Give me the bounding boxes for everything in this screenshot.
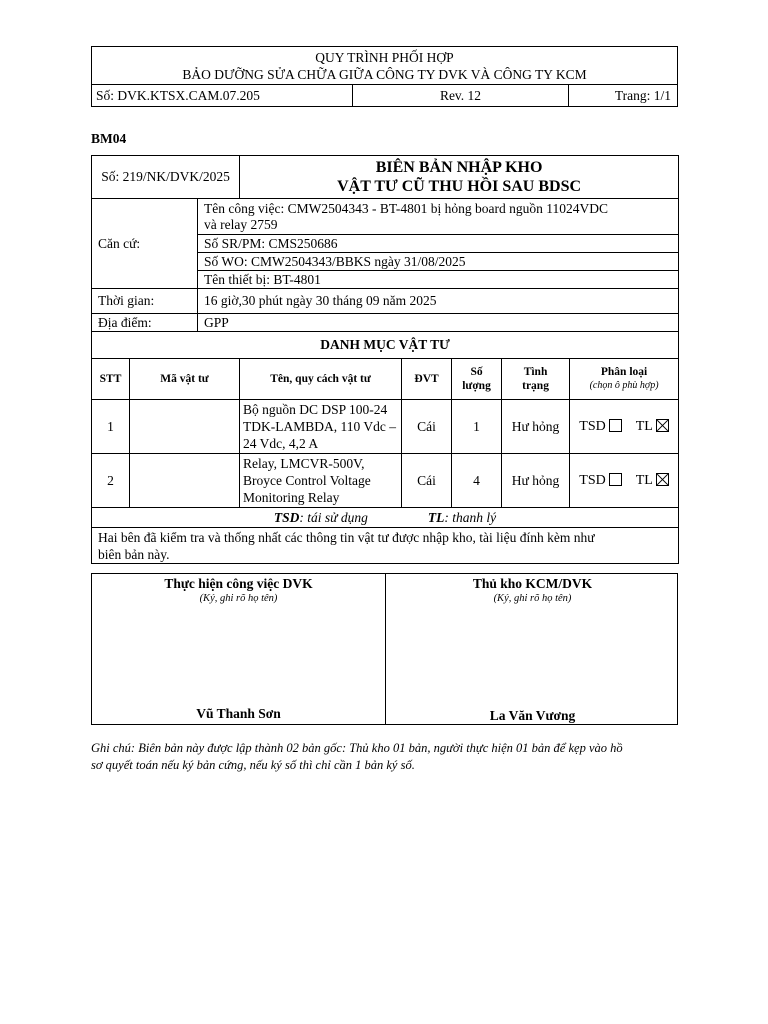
item-name-line3: 24 Vdc, 4,2 A bbox=[243, 436, 319, 451]
item-name-line3: Monitoring Relay bbox=[243, 490, 340, 505]
item-stt: 1 bbox=[92, 400, 130, 454]
record-title-line1: BIÊN BẢN NHẬP KHO bbox=[375, 159, 543, 176]
basis-job-line2: và relay 2759 bbox=[204, 216, 278, 232]
item-name-line1: Bộ nguồn DC DSP 100-24 bbox=[243, 402, 388, 417]
record-number: Số: 219/NK/DVK/2025 bbox=[92, 156, 240, 199]
record-title bbox=[240, 156, 679, 199]
tsd-label: TSD bbox=[579, 418, 606, 434]
page-number: Trang: 1/1 bbox=[569, 85, 678, 107]
footnote-line2: sơ quyết toán nếu ký bản cứng, nếu ký số thì chỉ cần 1 bản ký số. bbox=[91, 758, 415, 772]
left-signer-title: Thực hiện công việc DVK bbox=[164, 576, 313, 591]
item-name-line2: TDK-LAMBDA, 110 Vdc – bbox=[243, 419, 397, 434]
header-title-line1: QUY TRÌNH PHỐI HỢP bbox=[315, 50, 454, 65]
item-name-line2: Broyce Control Voltage bbox=[243, 473, 371, 488]
item-unit: Cái bbox=[402, 454, 452, 508]
col-header-code: Mã vật tư bbox=[130, 359, 240, 400]
col-header-qty bbox=[452, 359, 502, 400]
place-label: Địa điểm: bbox=[92, 314, 198, 332]
col-header-class-line1: Phân loại bbox=[600, 366, 648, 378]
legend-tl-abbr: TL bbox=[427, 509, 445, 525]
col-header-name: Tên, quy cách vật tư bbox=[240, 359, 402, 400]
signature-block bbox=[91, 573, 678, 725]
tl-checkbox[interactable] bbox=[656, 473, 669, 486]
left-signer-sub: (Ký, ghi rõ họ tên) bbox=[199, 593, 278, 604]
header-title-cell bbox=[92, 47, 678, 85]
col-header-stt: STT bbox=[92, 359, 130, 400]
item-classification bbox=[570, 400, 679, 454]
legend-tsd-text: : tái sử dụng bbox=[299, 509, 368, 525]
list-title: DANH MỤC VẬT TƯ bbox=[92, 332, 679, 359]
right-signer-title: Thủ kho KCM/DVK bbox=[472, 576, 593, 591]
col-header-status-line2: trạng bbox=[522, 380, 549, 392]
doc-number: Số: DVK.KTSX.CAM.07.205 bbox=[92, 85, 353, 107]
col-header-class bbox=[570, 359, 679, 400]
item-code bbox=[130, 454, 240, 508]
tsd-label: TSD bbox=[579, 472, 606, 488]
tsd-checkbox[interactable] bbox=[609, 473, 622, 486]
item-qty: 4 bbox=[452, 454, 502, 508]
receipt-form-table bbox=[91, 155, 679, 564]
agreement-text bbox=[92, 528, 679, 564]
right-signer-name: La Văn Vương bbox=[489, 708, 576, 723]
item-name-line1: Relay, LMCVR-500V, bbox=[243, 456, 365, 471]
left-signer-name: Vũ Thanh Sơn bbox=[196, 706, 281, 721]
agreement-line2: biên bản này. bbox=[98, 546, 170, 562]
item-qty: 1 bbox=[452, 400, 502, 454]
tsd-checkbox[interactable] bbox=[609, 419, 622, 432]
tl-checkbox[interactable] bbox=[656, 419, 669, 432]
time-label: Thời gian: bbox=[92, 289, 198, 314]
item-code bbox=[130, 400, 240, 454]
basis-wo: Số WO: CMW2504343/BBKS ngày 31/08/2025 bbox=[198, 253, 679, 271]
legend-tl-text: : thanh lý bbox=[444, 509, 497, 525]
basis-sr: Số SR/PM: CMS250686 bbox=[198, 235, 679, 253]
place-value: GPP bbox=[198, 314, 679, 332]
item-status: Hư hỏng bbox=[502, 454, 570, 508]
basis-job bbox=[198, 199, 679, 235]
revision: Rev. 12 bbox=[353, 85, 569, 107]
header-title-line2: BẢO DƯỠNG SỬA CHỮA GIỮA CÔNG TY DVK VÀ CÔNG TY KCM bbox=[182, 67, 587, 82]
signature-right bbox=[386, 574, 679, 724]
signature-left bbox=[92, 574, 385, 724]
tl-label: TL bbox=[635, 418, 653, 434]
basis-job-line1: Tên công việc: CMW2504343 - BT-4801 bị hỏng board nguồn 11024VDC bbox=[204, 200, 608, 216]
col-header-status-line1: Tình bbox=[523, 366, 548, 378]
right-signer-sub: (Ký, ghi rõ họ tên) bbox=[493, 593, 572, 604]
item-stt: 2 bbox=[92, 454, 130, 508]
item-name bbox=[240, 454, 402, 508]
col-header-qty-line1: Số bbox=[470, 366, 483, 378]
item-unit: Cái bbox=[402, 400, 452, 454]
item-name bbox=[240, 400, 402, 454]
item-status: Hư hỏng bbox=[502, 400, 570, 454]
item-classification bbox=[570, 454, 679, 508]
agreement-line1: Hai bên đã kiểm tra và thống nhất các thông tin vật tư được nhập kho, tài liệu đính kèm như bbox=[98, 529, 595, 545]
col-header-class-line2: (chọn ô phù hợp) bbox=[589, 380, 659, 391]
footnote-line1: Ghi chú: Biên bản này được lập thành 02 bản gốc: Thủ kho 01 bản, người thực hiện 01 bản để kẹp vào hồ bbox=[91, 741, 623, 755]
header-table bbox=[91, 46, 678, 107]
col-header-unit: ĐVT bbox=[402, 359, 452, 400]
tl-label: TL bbox=[635, 472, 653, 488]
footnote bbox=[91, 740, 691, 774]
col-header-qty-line2: lượng bbox=[462, 380, 491, 392]
col-header-status bbox=[502, 359, 570, 400]
legend bbox=[92, 508, 679, 528]
record-title-line2: VẬT TƯ CŨ THU HỒI SAU BDSC bbox=[337, 178, 582, 195]
table-row bbox=[92, 400, 679, 454]
form-code: BM04 bbox=[91, 131, 127, 146]
legend-tsd-abbr: TSD bbox=[273, 509, 300, 525]
time-value: 16 giờ,30 phút ngày 30 tháng 09 năm 2025 bbox=[198, 289, 679, 314]
table-row bbox=[92, 454, 679, 508]
basis-label: Căn cứ: bbox=[92, 199, 198, 289]
basis-device: Tên thiết bị: BT-4801 bbox=[198, 271, 679, 289]
